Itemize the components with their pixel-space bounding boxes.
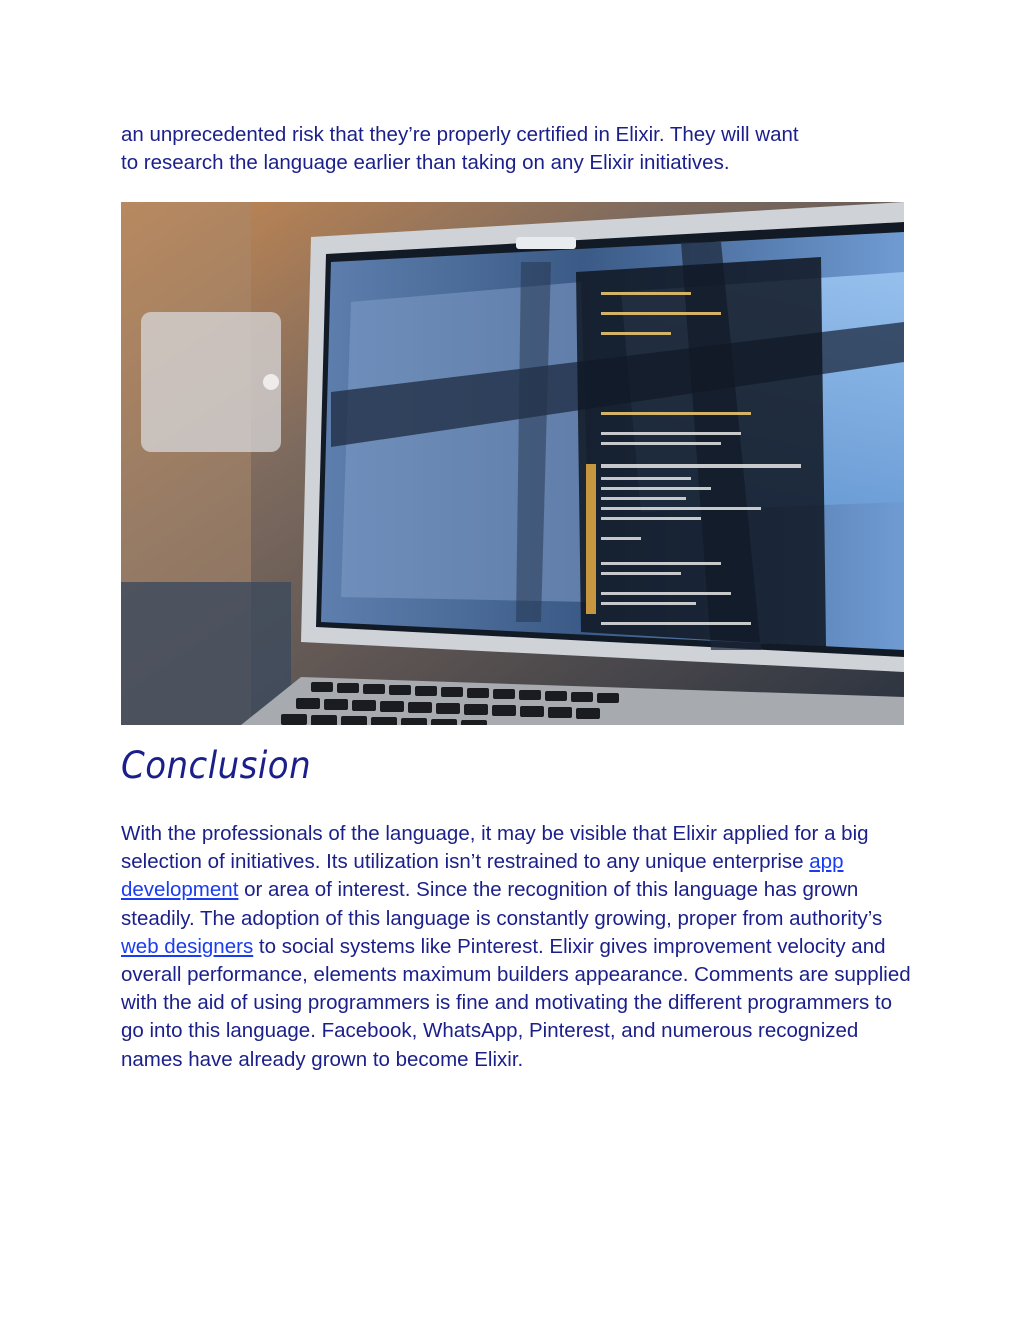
app-development-link[interactable]: app development	[121, 850, 844, 902]
laptop-code-photo	[121, 202, 904, 725]
paragraph-text-1: With the professionals of the language, it may be visible that Elixir applied for a big selection of initiatives. Its utilization isn’t restrained to any unique enterprise	[121, 822, 869, 874]
conclusion-heading: Conclusion	[121, 744, 312, 787]
conclusion-paragraph	[121, 820, 911, 1074]
paragraph-text-3: to social systems like Pinterest. Elixir gives improvement velocity and overall performance, elements maximum builders appearance. Comments are supplied with the aid of using programmers is fine and motivating the different programmers to go into this language. Facebook, WhatsApp, Pinterest, and numerous recognized names have already grown to become Elixir.	[121, 934, 911, 1071]
web-designers-link[interactable]: web designers	[121, 934, 254, 958]
intro-paragraph	[121, 121, 906, 177]
paragraph-text-2: or area of interest. Since the recognition of this language has grown steadily. The adoption of this language is constantly growing, proper from authority’s	[121, 878, 883, 930]
intro-line-2: to research the language earlier than taking on any Elixir initiatives.	[121, 151, 730, 174]
intro-line-1: an unprecedented risk that they’re properly certified in Elixir. They will want	[121, 123, 799, 146]
